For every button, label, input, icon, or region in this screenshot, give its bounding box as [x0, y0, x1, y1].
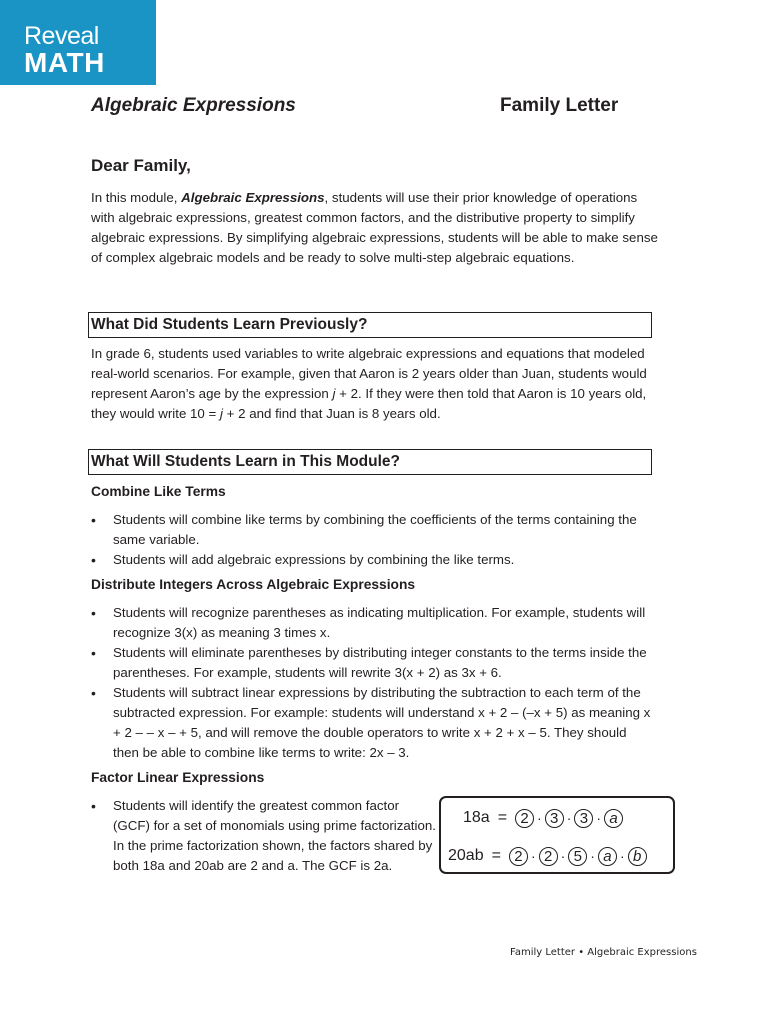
greeting: Dear Family, — [91, 156, 191, 175]
multiply-dot: · — [590, 848, 595, 864]
equals-sign: = — [497, 809, 508, 826]
list-item: • Students will combine like terms by combining the coefficients of the terms containing the same variable. — [91, 510, 651, 550]
section-heading-module: What Will Students Learn in This Module? — [88, 449, 652, 475]
subheading-factor-linear: Factor Linear Expressions — [91, 770, 265, 785]
module-title: Algebraic Expressions — [91, 95, 296, 116]
factor-circle: 2 — [509, 847, 528, 866]
factorization-row-18a — [463, 805, 623, 831]
intro-paragraph — [91, 188, 661, 268]
factor-linear-list — [91, 796, 436, 876]
factorization-label-20ab: 20ab — [448, 847, 484, 864]
previous-text-1: In grade 6, students used variables to write algebraic expressions and equations that modeled real-world scenarios. For example, given that Aaron is 2 years older than Juan, students would represent Aaron’s age by the expression — [91, 346, 647, 401]
factor-circle: a — [598, 847, 617, 866]
multiply-dot: · — [537, 810, 542, 826]
section-heading-previous: What Did Students Learn Previously? — [88, 312, 652, 338]
logo-line-1: Reveal — [24, 22, 99, 50]
previous-variable-1: j — [332, 386, 336, 401]
combine-like-terms-list — [91, 510, 651, 570]
previous-variable-2: j — [219, 406, 223, 421]
list-item: • Students will recognize parentheses as indicating multiplication. For example, students will recognize 3(x) as meaning 3 times x. — [91, 603, 651, 643]
list-item: • Students will add algebraic expressions by combining the like terms. — [91, 550, 651, 570]
intro-text-end: , students will use their prior knowledge of operations with algebraic expressions, greatest common factors, and the distributive property to simplify algebraic expressions. By simplifying algebraic expressions, students will be able to make sense of complex algebraic models and be ready to solve multi-step algebraic equations. — [91, 190, 658, 265]
factor-circle: 3 — [545, 809, 564, 828]
intro-module-name: Algebraic Expressions — [181, 190, 325, 205]
distribute-integers-list — [91, 603, 651, 763]
logo-line-2: MATH — [24, 47, 105, 78]
previous-paragraph — [91, 344, 661, 424]
multiply-dot: · — [566, 810, 572, 826]
factor-circle: a — [604, 809, 623, 828]
subheading-distribute-integers: Distribute Integers Across Algebraic Expressions — [91, 577, 416, 592]
document-type: Family Letter — [500, 95, 619, 116]
multiply-dot: · — [560, 848, 566, 864]
intro-text-start: In this module, — [91, 190, 182, 205]
factor-circle: b — [628, 847, 647, 866]
previous-text-2: + 2. If they were then told that Aaron is 10 years old, they would write 10 = — [91, 386, 647, 421]
factor-circle: 2 — [515, 809, 534, 828]
factor-circle: 2 — [539, 847, 558, 866]
multiply-dot: · — [619, 848, 625, 864]
factorization-label-18a: 18a — [463, 809, 490, 826]
page-footer: Family Letter • Algebraic Expressions — [510, 947, 697, 958]
subheading-combine-like-terms: Combine Like Terms — [91, 484, 226, 499]
multiply-dot: · — [596, 810, 602, 826]
list-item: • Students will identify the greatest common factor (GCF) for a set of monomials using prime factorization. In the prime factorization shown, the factors shared by both 18a and 20ab are 2 and a. The GCF is 2a. — [91, 796, 436, 876]
factor-circle: 5 — [568, 847, 587, 866]
previous-text-3: + 2 and find that Juan is 8 years old. — [222, 406, 441, 421]
multiply-dot: · — [530, 848, 536, 864]
factorization-row-20ab — [448, 843, 647, 869]
list-item: • Students will eliminate parentheses by distributing integer constants to the terms inside the parentheses. For example, students will rewrite 3(x + 2) as 3x + 6. — [91, 643, 651, 683]
reveal-math-logo — [0, 0, 156, 85]
prime-factorization-figure — [439, 796, 675, 874]
equals-sign: = — [491, 847, 501, 864]
factor-circle: 3 — [574, 809, 593, 828]
list-item: • Students will subtract linear expressions by distributing the subtraction to each term of the subtracted expression. For example: students will understand x + 2 – (–x + 5) as meaning x + 2 – – x – + 5, and will remove the double operators to write x + 2 + x – 5. They should then be able to combine like terms to write: 2x – 3. — [91, 683, 651, 763]
